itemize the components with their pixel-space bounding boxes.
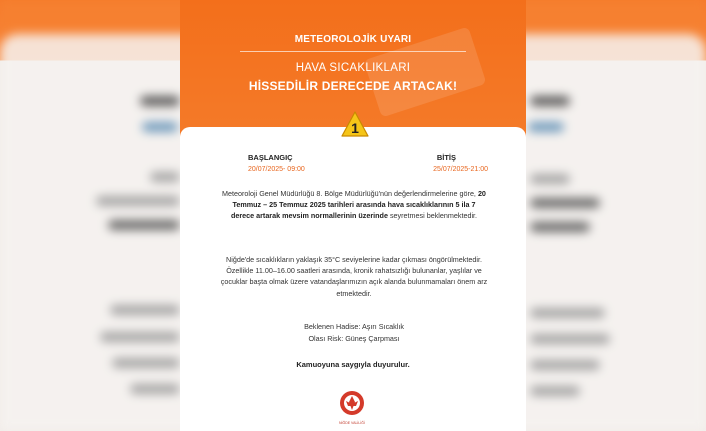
content-card [180,127,526,431]
possible-risk: Olası Risk: Güneş Çarpması [308,334,400,343]
end-label: BİTİŞ [436,153,456,162]
seal-icon [339,390,365,418]
start-label: BAŞLANGIÇ [248,153,293,162]
paragraph-forecast-bold: 20 Temmuz – 25 Temmuz 2025 tarihleri arasında hava sıcaklıklarının 5 ila 7 derece artarak mevsim normallerinin üzerinde [230,189,486,221]
end-value: 25/07/2025-21:00 [433,166,488,173]
paragraph-forecast [220,188,488,222]
warning-level: 1 [351,120,359,136]
poster-title: METEOROLOJİK UYARI [294,34,412,45]
headline-line-2: HİSSEDİLİR DERECEDE ARTACAK! [248,79,458,93]
warning-poster [180,0,526,431]
paragraph-forecast-end: seyretmesi beklenmektedir. [387,211,478,221]
warning-triangle-icon [341,111,369,137]
paragraph-details: Niğde'de sıcaklıkların yaklaşık 35°C seviyelerine kadar çıkması öngörülmektedir. Özellikle 11.00–16.00 saatleri arasında, kronik rahatsızlığı bulunanlar, yaşlılar ve çocuklar başta olmak üzere vatandaşlarımızın açık alanda bulunmamaları önem arz etmektedir. [220,255,488,298]
logo-text: NİĞDE VALİLİĞİ [339,421,365,425]
title-divider [240,51,466,52]
governorship-logo [339,390,365,424]
start-value: 20/07/2025- 09:00 [248,166,305,173]
closing-note: Kamuoyuna saygıyla duyurulur. [296,360,410,369]
paragraph-forecast-text: Meteoroloji Genel Müdürlüğü 8. Bölge Müdürlüğü'nün değerlendirmelerine göre, [222,189,478,198]
headline-line-1: HAVA SICAKLIKLARI [295,62,411,74]
expected-event: Beklenen Hadise: Aşırı Sıcaklık [304,322,404,331]
